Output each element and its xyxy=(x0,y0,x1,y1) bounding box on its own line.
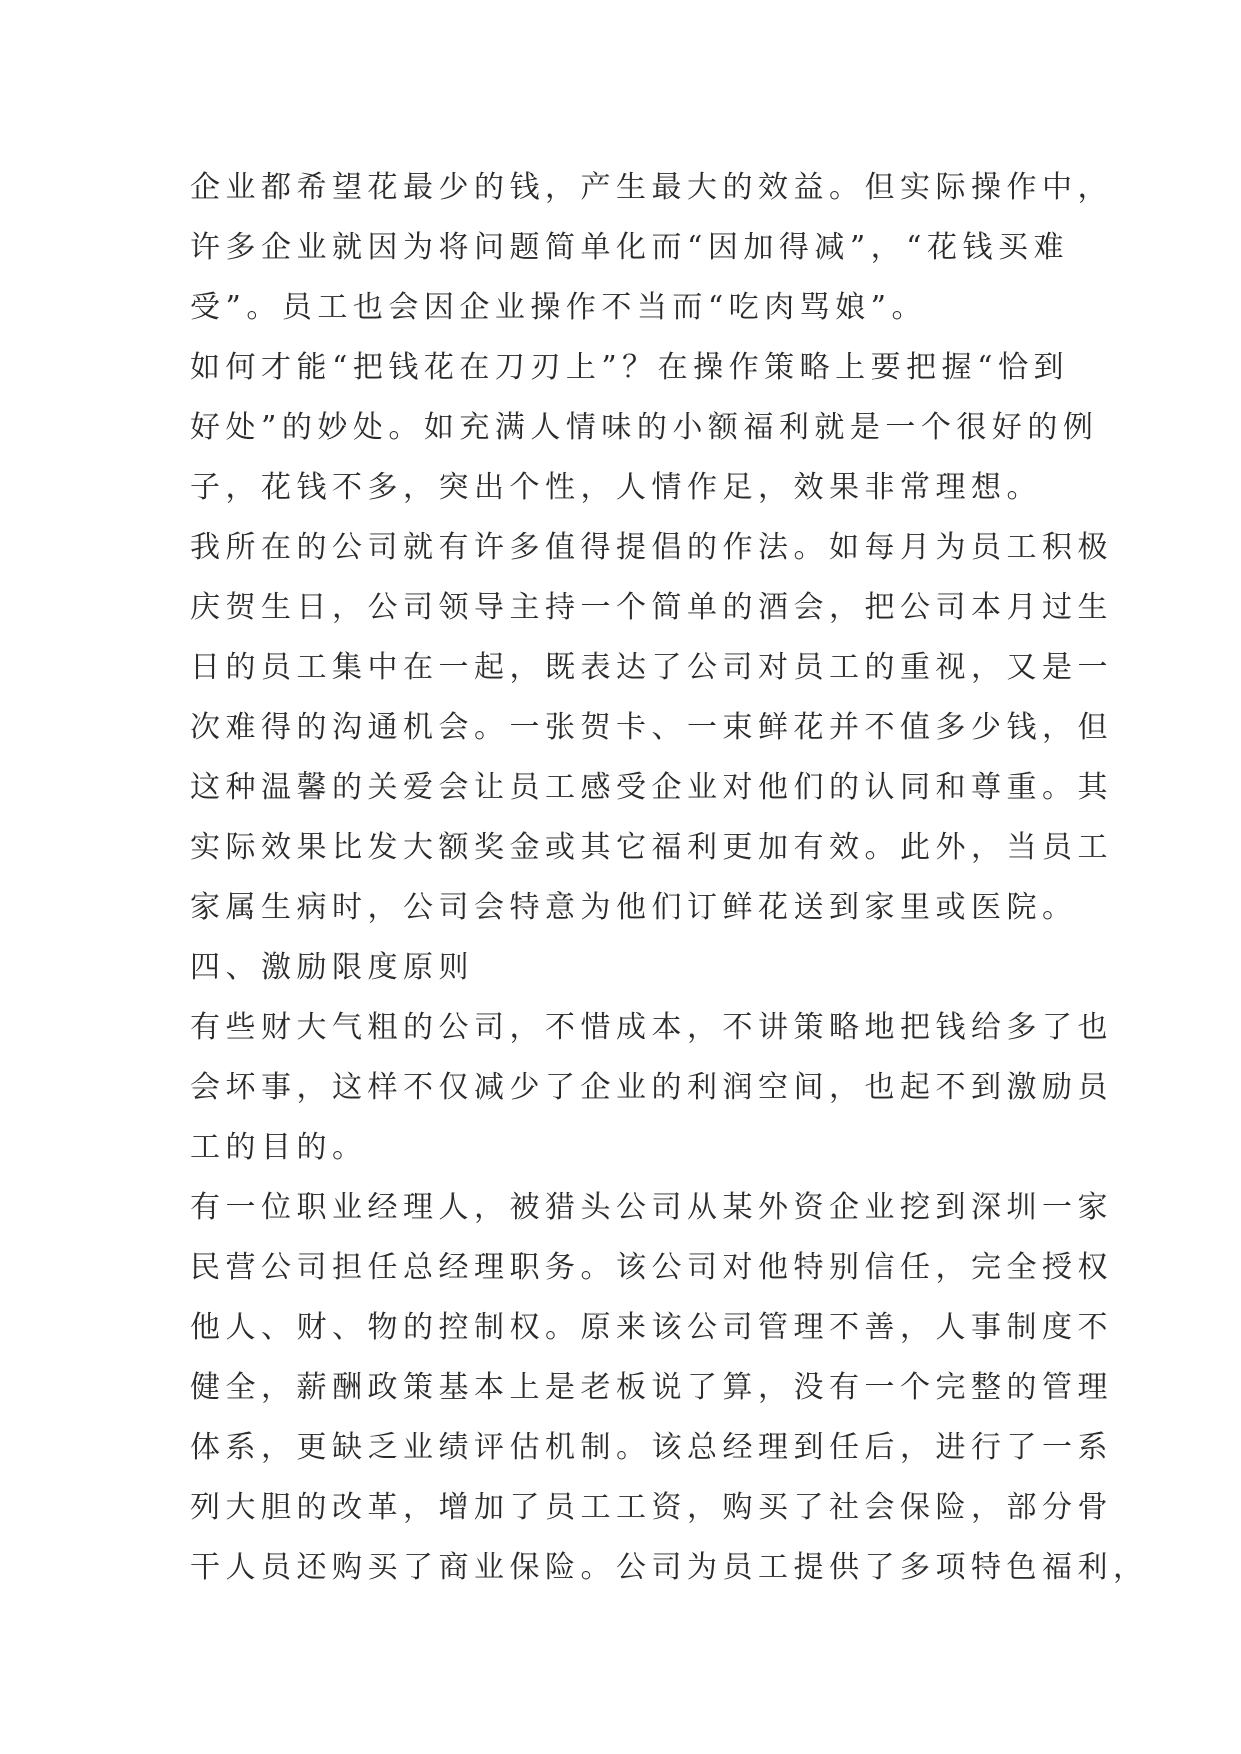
text-line: 如何才能“把钱花在刀刃上”？在操作策略上要把握“恰到 xyxy=(190,350,1070,385)
text-line: 子，花钱不多，突出个性，人情作足，效果非常理想。 xyxy=(190,470,1042,505)
text-line: 企业都希望花最少的钱，产生最大的效益。但实际操作中， xyxy=(190,170,1113,205)
text-line: 庆贺生日，公司领导主持一个简单的酒会，把公司本月过生 xyxy=(190,590,1113,625)
text-line: 工的目的。 xyxy=(190,1130,368,1165)
text-line: 体系，更缺乏业绩评估机制。该总经理到任后，进行了一系 xyxy=(190,1430,1113,1465)
text-line: 会坏事，这样不仅减少了企业的利润空间，也起不到激励员 xyxy=(190,1070,1113,1105)
text-line: 健全，薪酬政策基本上是老板说了算，没有一个完整的管理 xyxy=(190,1370,1113,1405)
text-line: 这种温馨的关爱会让员工感受企业对他们的认同和尊重。其 xyxy=(190,770,1113,805)
text-line: 列大胆的改革，增加了员工工资，购买了社会保险，部分骨 xyxy=(190,1490,1113,1525)
text-line: 干人员还购买了商业保险。公司为员工提供了多项特色福利， xyxy=(190,1550,1149,1585)
text-line: 家属生病时，公司会特意为他们订鲜花送到家里或医院。 xyxy=(190,890,1078,925)
text-line: 有一位职业经理人，被猎头公司从某外资企业挖到深圳一家 xyxy=(190,1190,1113,1225)
text-line: 他人、财、物的控制权。原来该公司管理不善，人事制度不 xyxy=(190,1310,1113,1345)
text-line: 有些财大气粗的公司，不惜成本，不讲策略地把钱给多了也 xyxy=(190,1010,1113,1045)
text-line: 我所在的公司就有许多值得提倡的作法。如每月为员工积极 xyxy=(190,530,1113,565)
text-line: 受”。员工也会因企业操作不当而“吃肉骂娘”。 xyxy=(190,290,928,325)
text-line: 好处”的妙处。如充满人情味的小额福利就是一个很好的例 xyxy=(190,410,1099,445)
text-line: 民营公司担任总经理职务。该公司对他特别信任，完全授权 xyxy=(190,1250,1113,1285)
text-line: 许多企业就因为将问题简单化而“因加得减”，“花钱买难 xyxy=(190,230,1070,265)
text-line: 日的员工集中在一起，既表达了公司对员工的重视，又是一 xyxy=(190,650,1113,685)
text-line: 次难得的沟通机会。一张贺卡、一束鲜花并不值多少钱，但 xyxy=(190,710,1113,745)
body-text xyxy=(190,158,1149,1598)
text-line: 实际效果比发大额奖金或其它福利更加有效。此外，当员工 xyxy=(190,830,1113,865)
section-heading: 四、激励限度原则 xyxy=(190,950,474,985)
